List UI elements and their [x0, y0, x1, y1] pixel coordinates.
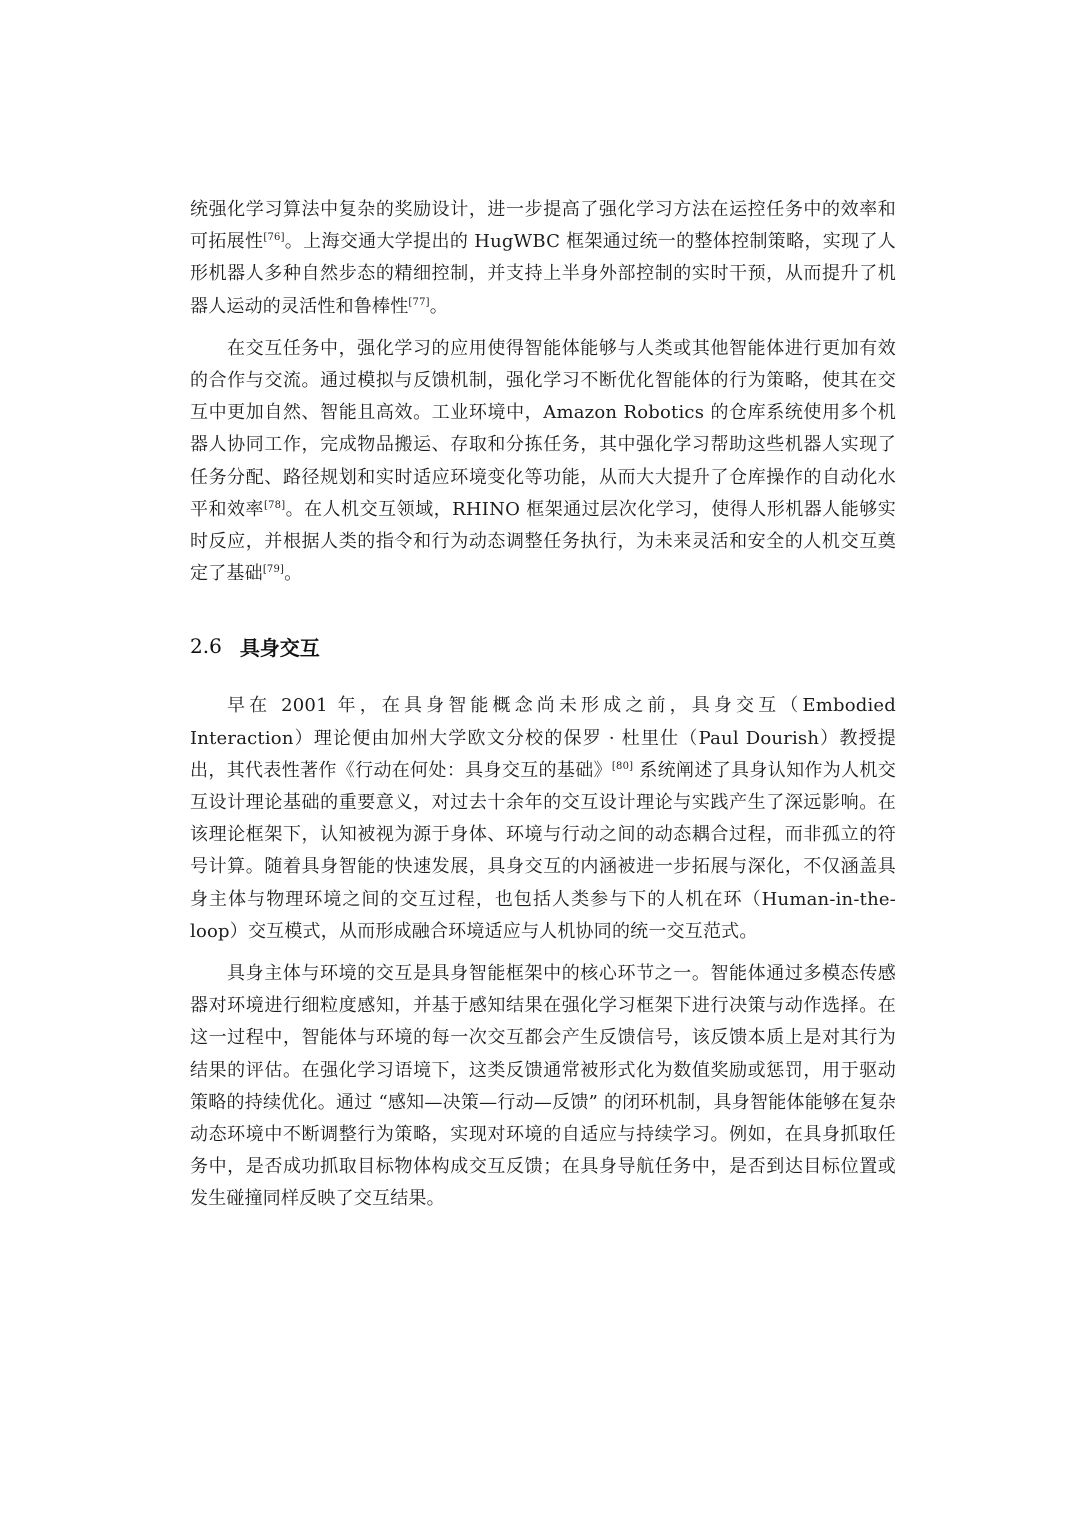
paragraph-text: 。 [284, 563, 303, 585]
section-number: 2.6 [190, 634, 222, 659]
paragraph-text: 在交互任务中，强化学习的应用使得智能体能够与人类或其他智能体进行更加有效的合作与交流。通过模拟与反馈机制，强化学习不断优化智能体的行为策略，使其在交互中更加自然、智能且高效。工业环境中，Amazon Robotics 的仓库系统使用多个机器人协同工作，完成物品搬运、存取和分拣任务，其中强化学习帮助这些机器人实现了任务分配、路径规划和实时适应环境变化等功能，从而大大提升了仓库操作的自动化水平和效率 [190, 337, 896, 520]
paragraph-embodied-interaction-history [190, 690, 896, 948]
citation-77: [77] [408, 296, 430, 308]
paragraph-continued-rl-locomotion [190, 194, 896, 323]
paragraph-text: 。上海交通大学提出的 HugWBC 框架通过统一的整体控制策略，实现了人形机器人多种自然步态的精细控制，并支持上半身外部控制的实时干预，从而提升了机器人运动的灵活性和鲁棒性 [190, 231, 896, 317]
paragraph-text: 统强化学习算法中复杂的奖励设计，进一步提高了强化学习方法在运控任务中的效率和可拓展性 [190, 199, 896, 253]
paragraph-text: 早在 2001 年，在具身智能概念尚未形成之前，具身交互（Embodied Interaction）理论便由加州大学欧文分校的保罗 · 杜里仕（Paul Dourish）教授提出，其代表性著作《行动在何处：具身交互的基础》 [190, 695, 896, 781]
paragraph-text: 系统阐述了具身认知作为人机交互设计理论基础的重要意义，对过去十余年的交互设计理论与实践产生了深远影响。在该理论框架下，认知被视为源于身体、环境与行动之间的动态耦合过程，而非孤立的符号计算。随着具身智能的快速发展，具身交互的内涵被进一步拓展与深化，不仅涵盖具身主体与物理环境之间的交互过程，也包括人类参与下的人机在环（Human-in-the-loop）交互模式，从而形成融合环境适应与人机协同的统一交互范式。 [190, 759, 896, 942]
section-title: 具身交互 [239, 635, 320, 660]
citation-80: [80] [611, 760, 634, 772]
page-body [190, 194, 896, 1216]
paragraph-interaction-tasks [190, 333, 896, 591]
section-heading [190, 630, 896, 662]
paragraph-text: 。在人机交互领域，RHINO 框架通过层次化学习，使得人形机器人能够实时反应，并根据人类的指令和行为动态调整任务执行，为未来灵活和安全的人机交互奠定了基础 [190, 498, 896, 585]
citation-78: [78] [264, 499, 286, 511]
citation-79: [79] [262, 564, 285, 576]
paragraph-text: 具身主体与环境的交互是具身智能框架中的核心环节之一。智能体通过多模态传感器对环境进行细粒度感知，并基于感知结果在强化学习框架下进行决策与动作选择。在这一过程中，智能体与环境的每一次交互都会产生反馈信号，该反馈本质上是对其行为结果的评估。在强化学习语境下，这类反馈通常被形式化为数值奖励或惩罚，用于驱动策略的持续优化。通过 “感知—决策—行动—反馈” 的闭环机制，具身智能体能够在复杂动态环境中不断调整行为策略，实现对环境的自适应与持续学习。例如，在具身抓取任务中，是否成功抓取目标物体构成交互反馈；在具身导航任务中，是否到达目标位置或发生碰撞同样反映了交互结果。 [190, 963, 896, 1210]
paragraph-agent-environment-interaction [190, 958, 896, 1216]
citation-76: [76] [263, 232, 285, 244]
paragraph-text: 。 [429, 295, 448, 317]
